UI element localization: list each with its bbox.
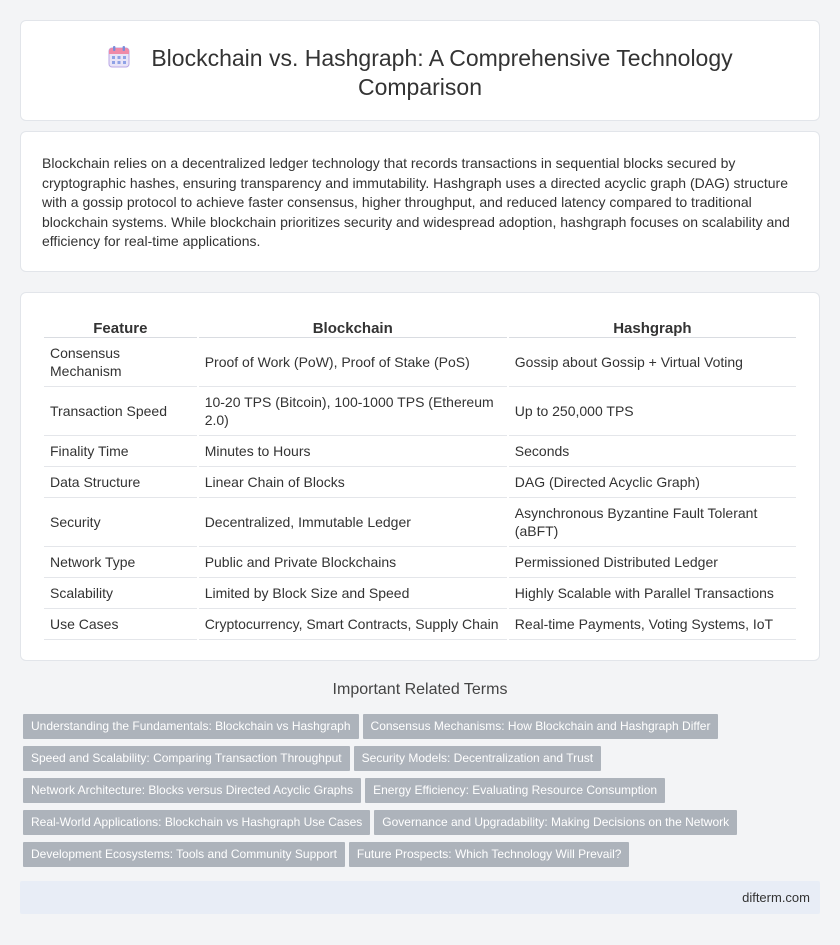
header-hashgraph: Hashgraph <box>509 315 796 338</box>
table-row <box>44 578 796 609</box>
page-title: Blockchain vs. Hashgraph: A Comprehensive Technology Comparison <box>151 45 733 100</box>
comparison-table <box>42 315 798 640</box>
feature-cell: Security <box>44 498 197 547</box>
blockchain-cell: Minutes to Hours <box>199 436 507 467</box>
related-term-tag[interactable]: Understanding the Fundamentals: Blockchain vs Hashgraph <box>23 714 359 739</box>
intro-paragraph: Blockchain relies on a decentralized ledger technology that records transactions in sequential blocks secured by cryptographic hashes, ensuring transparency and immutability. Hashgraph uses a directed acyclic graph (DAG) structure with a gossip protocol to achieve faster consensus, higher throughput, and reduced latency compared to traditional blockchain systems. While blockchain prioritizes security and widespread adoption, hashgraph focuses on scalability and efficiency for real-time applications. <box>42 155 790 250</box>
table-row <box>44 436 796 467</box>
table-row <box>44 547 796 578</box>
related-term-tag[interactable]: Network Architecture: Blocks versus Directed Acyclic Graphs <box>23 778 361 803</box>
blockchain-cell: Public and Private Blockchains <box>199 547 507 578</box>
related-term-tag[interactable]: Real-World Applications: Blockchain vs Hashgraph Use Cases <box>23 810 370 835</box>
hashgraph-cell: Highly Scalable with Parallel Transactions <box>509 578 796 609</box>
calendar-icon <box>107 45 131 69</box>
hashgraph-cell: Permissioned Distributed Ledger <box>509 547 796 578</box>
related-terms-list <box>23 714 803 874</box>
related-term-tag[interactable]: Security Models: Decentralization and Trust <box>354 746 601 771</box>
comparison-card <box>20 292 820 661</box>
footer-bar <box>20 881 820 914</box>
feature-cell: Network Type <box>44 547 197 578</box>
table-header-row <box>44 315 796 338</box>
hashgraph-cell: Real-time Payments, Voting Systems, IoT <box>509 609 796 640</box>
page-title-wrap <box>21 44 819 102</box>
table-row <box>44 387 796 436</box>
blockchain-cell: Decentralized, Immutable Ledger <box>199 498 507 547</box>
related-terms-heading: Important Related Terms <box>332 681 508 698</box>
table-row <box>44 467 796 498</box>
feature-cell: Finality Time <box>44 436 197 467</box>
hashgraph-cell: Gossip about Gossip + Virtual Voting <box>509 338 796 387</box>
feature-cell: Transaction Speed <box>44 387 197 436</box>
hashgraph-cell: Asynchronous Byzantine Fault Tolerant (aBFT) <box>509 498 796 547</box>
related-term-tag[interactable]: Consensus Mechanisms: How Blockchain and Hashgraph Differ <box>363 714 719 739</box>
header-blockchain: Blockchain <box>199 315 507 338</box>
feature-cell: Data Structure <box>44 467 197 498</box>
header-feature: Feature <box>44 315 197 338</box>
blockchain-cell: Proof of Work (PoW), Proof of Stake (PoS) <box>199 338 507 387</box>
hashgraph-cell: Up to 250,000 TPS <box>509 387 796 436</box>
related-term-tag[interactable]: Governance and Upgradability: Making Decisions on the Network <box>374 810 737 835</box>
feature-cell: Consensus Mechanism <box>44 338 197 387</box>
hashgraph-cell: DAG (Directed Acyclic Graph) <box>509 467 796 498</box>
related-term-tag[interactable]: Development Ecosystems: Tools and Community Support <box>23 842 345 867</box>
hashgraph-cell: Seconds <box>509 436 796 467</box>
footer-site-link[interactable]: difterm.com <box>742 890 810 905</box>
related-term-tag[interactable]: Speed and Scalability: Comparing Transaction Throughput <box>23 746 350 771</box>
feature-cell: Scalability <box>44 578 197 609</box>
blockchain-cell: Limited by Block Size and Speed <box>199 578 507 609</box>
related-term-tag[interactable]: Future Prospects: Which Technology Will Prevail? <box>349 842 630 867</box>
table-row <box>44 338 796 387</box>
related-term-tag[interactable]: Energy Efficiency: Evaluating Resource Consumption <box>365 778 665 803</box>
title-card <box>20 20 820 121</box>
blockchain-cell: Linear Chain of Blocks <box>199 467 507 498</box>
table-row <box>44 609 796 640</box>
intro-card <box>20 131 820 272</box>
blockchain-cell: Cryptocurrency, Smart Contracts, Supply Chain <box>199 609 507 640</box>
table-row <box>44 498 796 547</box>
blockchain-cell: 10-20 TPS (Bitcoin), 100-1000 TPS (Ethereum 2.0) <box>199 387 507 436</box>
feature-cell: Use Cases <box>44 609 197 640</box>
